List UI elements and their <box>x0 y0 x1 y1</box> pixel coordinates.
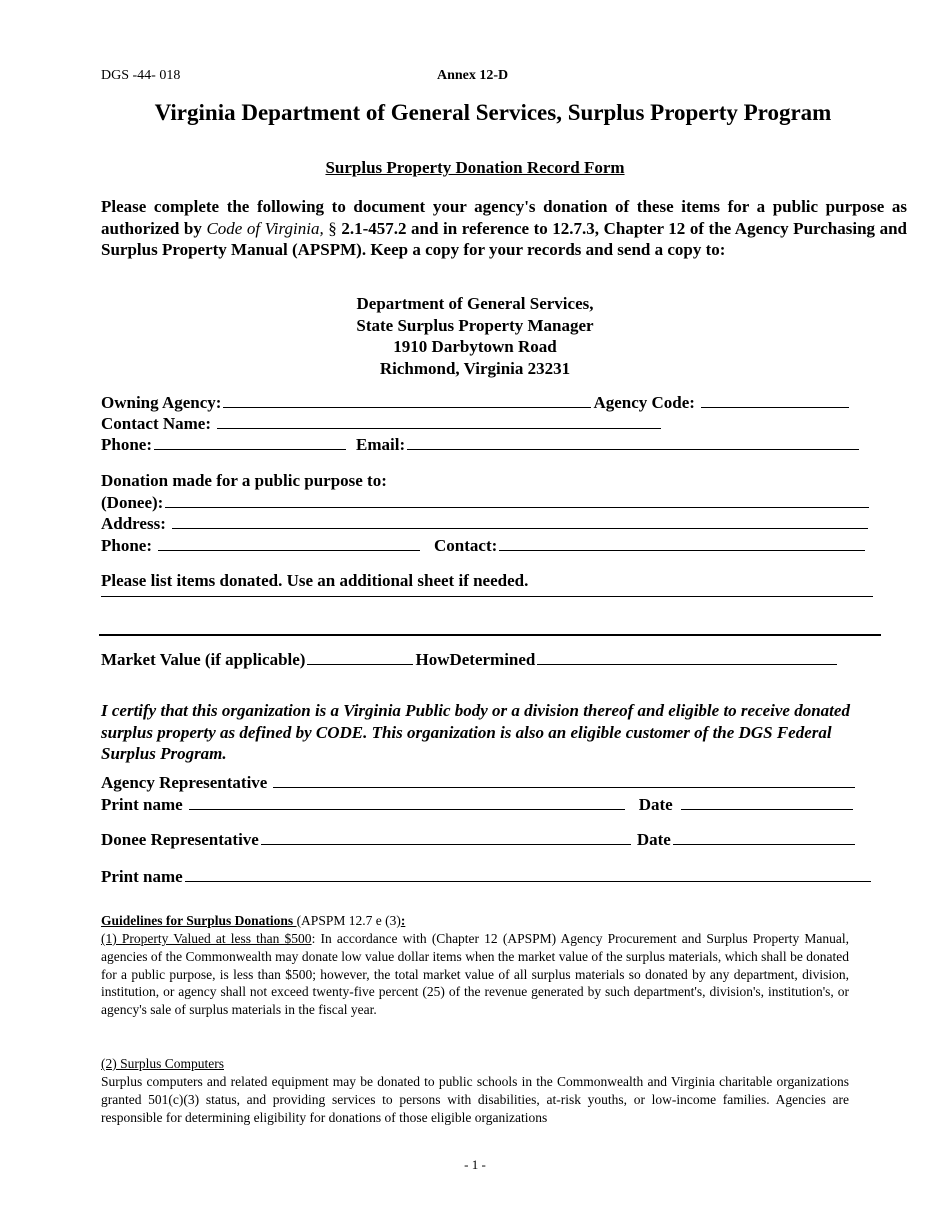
guideline-item-2-title: (2) Surplus Computers <box>101 1056 224 1071</box>
items-line-2[interactable] <box>99 634 881 636</box>
donee-phone-contact-row <box>101 536 867 556</box>
how-determined-label: HowDetermined <box>415 650 536 669</box>
donee-label: (Donee): <box>101 493 164 512</box>
address-line-1: Department of General Services, <box>356 294 594 313</box>
donee-contact-label: Contact: <box>434 536 498 555</box>
agency-code-label: Agency Code: <box>593 393 695 412</box>
section-symbol: § <box>323 218 342 238</box>
print-name-field-2[interactable] <box>185 867 871 882</box>
market-value-field[interactable] <box>307 650 413 665</box>
guidelines-heading <box>101 912 849 930</box>
donee-phone-field[interactable] <box>158 536 420 551</box>
donee-rep-row <box>101 830 857 850</box>
agency-rep-signature-field[interactable] <box>273 773 855 788</box>
page-title: Virginia Department of General Services, Surplus Property Program <box>154 100 832 125</box>
market-value-label: Market Value (if applicable) <box>101 650 306 669</box>
intro-paragraph <box>101 196 907 261</box>
agency-phone-label: Phone: <box>101 435 152 454</box>
code-of-virginia: Code of Virginia, <box>206 218 324 238</box>
agency-phone-field[interactable] <box>154 435 346 450</box>
agency-email-label: Email: <box>356 435 406 454</box>
guideline-item-2-label <box>101 1055 849 1073</box>
items-heading: Please list items donated. Use an additional sheet if needed. <box>101 571 529 590</box>
intro-text-1: Please complete the following to document your agency's donation of these items for a public purpose as authorized by <box>101 197 907 238</box>
print-name-label-1: Print name <box>101 795 183 814</box>
agency-rep-label: Agency Representative <box>101 773 268 792</box>
donee-field[interactable] <box>165 493 869 508</box>
guidelines-colon: : <box>400 913 406 928</box>
guideline-item-2-text: Surplus computers and related equipment may be donated to public schools in the Commonwealth and Virginia charitable organizations granted 501(c)(3) status, and providing services to persons with disabilities, at-risk youths, or low-income families. Agencies are responsible for determining eligibility for donations of those eligible organizations <box>101 1074 849 1125</box>
owning-agency-row <box>101 393 851 413</box>
address-line-2: State Surplus Property Manager <box>356 315 594 335</box>
phone-email-row <box>101 435 861 455</box>
donee-phone-label: Phone: <box>101 536 152 555</box>
guideline-item-1-label: (1) Property Valued at less than $500 <box>101 931 312 946</box>
donee-contact-field[interactable] <box>499 536 865 551</box>
intro-text-2: 2.1-457.2 and in reference to 12.7.3, Chapter 12 of the Agency Purchasing and Surplus Property Manual (APSPM). Keep a copy for your records and send a copy to: <box>101 218 908 259</box>
print-name-row-2 <box>101 867 873 887</box>
contact-name-label: Contact Name: <box>101 414 211 433</box>
date-label-2: Date <box>636 830 671 849</box>
donee-address-label: Address: <box>101 514 166 533</box>
guideline-item-1-text: : In accordance with (Chapter 12 (APSPM) Agency Procurement and Surplus Property Manual, agencies of the Commonwealth may donate low value dollar items when the market value of the surplus materials, which shall be donated for a public purpose, is less than $500; however, the total market value of all surplus materials so donated by any department, division, institution, or agency shall not exceed twenty-five percent (25) of the revenue generated by such department's, division's, institution's, or agency's sale of surplus materials in the fiscal year. <box>101 931 850 1018</box>
address-line-3: 1910 Darbytown Road <box>393 337 557 356</box>
annex-label: Annex 12-D <box>437 68 509 83</box>
guideline-item-1 <box>101 930 849 1019</box>
owning-agency-field[interactable] <box>223 393 591 408</box>
address-line-4: Richmond, Virginia 23231 <box>379 358 571 378</box>
donee-heading: Donation made for a public purpose to: <box>101 471 387 490</box>
owning-agency-label: Owning Agency: <box>101 393 222 412</box>
form-number: DGS -44- 018 <box>101 68 181 83</box>
contact-name-field[interactable] <box>217 414 661 429</box>
agency-code-field[interactable] <box>701 393 849 408</box>
date-label-1: Date <box>638 795 673 814</box>
items-line-1[interactable] <box>101 596 873 597</box>
print-name-date-row <box>101 795 855 815</box>
contact-name-row <box>101 414 663 434</box>
donee-rep-signature-field[interactable] <box>261 830 631 845</box>
donee-address-field[interactable] <box>172 514 868 529</box>
form-subtitle: Surplus Property Donation Record Form <box>325 158 625 177</box>
page-number: - 1 - <box>464 1157 486 1172</box>
guidelines-reference: (APSPM 12.7 e (3) <box>296 913 401 928</box>
date-field-2[interactable] <box>673 830 855 845</box>
agency-rep-row <box>101 773 857 793</box>
donee-rep-label: Donee Representative <box>101 830 259 849</box>
date-field-1[interactable] <box>681 795 853 810</box>
how-determined-field[interactable] <box>537 650 837 665</box>
agency-email-field[interactable] <box>407 435 859 450</box>
donee-address-row <box>101 514 870 534</box>
print-name-field-1[interactable] <box>189 795 625 810</box>
print-name-label-2: Print name <box>101 867 183 886</box>
market-value-row <box>101 650 839 670</box>
donee-row <box>101 493 871 513</box>
certification-statement: I certify that this organization is a Virginia Public body or a division thereof and eligible to receive donated surplus property as defined by CODE. This organization is also an eligible customer of the DGS Federal Surplus Program. <box>101 701 850 763</box>
mailing-address <box>0 293 950 379</box>
guidelines-title: Guidelines for Surplus Donations <box>101 913 297 928</box>
